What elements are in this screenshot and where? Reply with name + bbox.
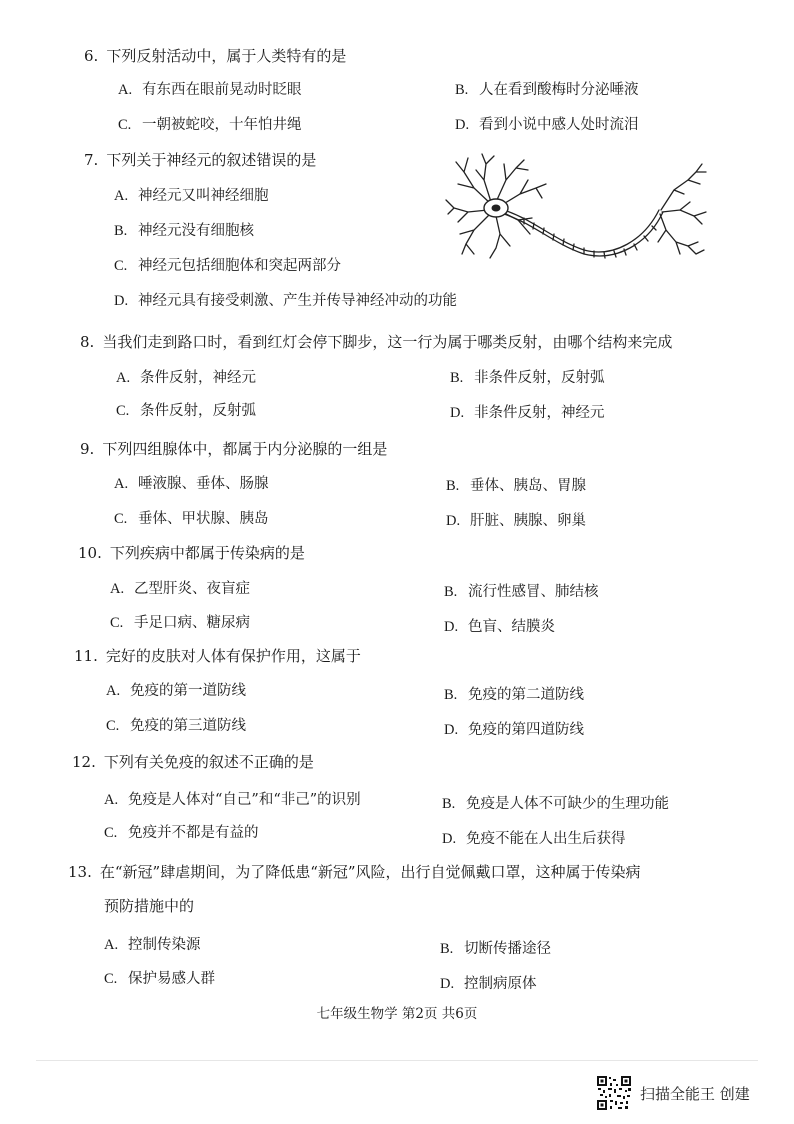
question-9 bbox=[80, 439, 387, 459]
question-number: 6. bbox=[84, 47, 99, 65]
option-a: A. 控制传染源 bbox=[104, 937, 201, 953]
option-d: D. 肝脏、胰腺、卵巢 bbox=[446, 513, 586, 529]
watermark-text: 扫描全能王 创建 bbox=[640, 1085, 750, 1103]
question-number: 12. bbox=[72, 753, 96, 771]
question-number: 10. bbox=[78, 544, 102, 562]
option-d: D. 免疫的第四道防线 bbox=[444, 722, 584, 738]
question-8 bbox=[80, 332, 672, 352]
divider bbox=[36, 1060, 758, 1061]
question-number: 7. bbox=[84, 151, 99, 169]
qr-code-icon bbox=[596, 1075, 632, 1111]
question-7 bbox=[84, 150, 316, 170]
option-b: B. 免疫是人体不可缺少的生理功能 bbox=[442, 796, 669, 812]
option-c: C. 手足口病、糖尿病 bbox=[110, 615, 250, 631]
option-a: A. 免疫是人体对“自己”和“非己”的识别 bbox=[104, 792, 361, 808]
question-12 bbox=[72, 752, 314, 772]
option-c: C. 免疫并不都是有益的 bbox=[104, 825, 259, 841]
option-c: C. 神经元包括细胞体和突起两部分 bbox=[114, 258, 341, 274]
question-10 bbox=[78, 543, 305, 563]
option-d: D. 看到小说中感人处时流泪 bbox=[455, 117, 639, 133]
option-b: B. 切断传播途径 bbox=[440, 941, 551, 957]
question-number: 9. bbox=[80, 440, 95, 458]
option-d: D. 神经元具有接受刺激、产生并传导神经冲动的功能 bbox=[114, 293, 457, 309]
option-a: A. 唾液腺、垂体、肠腺 bbox=[114, 476, 269, 492]
question-13 bbox=[68, 862, 641, 882]
option-d: D. 免疫不能在人出生后获得 bbox=[442, 831, 626, 847]
option-c: C. 保护易感人群 bbox=[104, 971, 215, 987]
option-b: B. 非条件反射，反射弧 bbox=[450, 370, 605, 386]
question-text: 下列疾病中都属于传染病的是 bbox=[109, 544, 305, 562]
option-d: D. 非条件反射，神经元 bbox=[450, 405, 605, 421]
question-text: 下列反射活动中，属于人类特有的是 bbox=[106, 47, 347, 65]
option-c: C. 垂体、甲状腺、胰岛 bbox=[114, 511, 269, 527]
option-a: A. 条件反射，神经元 bbox=[116, 370, 256, 386]
question-text: 预防措施中的 bbox=[104, 897, 195, 915]
option-a: A. 乙型肝炎、夜盲症 bbox=[110, 581, 250, 597]
question-text: 下列有关免疫的叙述不正确的是 bbox=[103, 753, 314, 771]
question-text: 下列关于神经元的叙述错误的是 bbox=[106, 151, 317, 169]
option-c: C. 条件反射，反射弧 bbox=[116, 403, 256, 419]
option-b: B. 神经元没有细胞核 bbox=[114, 223, 254, 239]
option-a: A. 免疫的第一道防线 bbox=[106, 683, 246, 699]
scanner-watermark bbox=[596, 1075, 786, 1115]
option-a: A. 有东西在眼前晃动时眨眼 bbox=[118, 82, 302, 98]
option-c: C. 一朝被蛇咬，十年怕井绳 bbox=[118, 117, 302, 133]
question-number: 8. bbox=[80, 333, 95, 351]
page-footer: 七年级生物学 第2页 共6页 bbox=[316, 1006, 478, 1022]
option-b: B. 垂体、胰岛、胃腺 bbox=[446, 478, 586, 494]
question-11 bbox=[74, 646, 361, 666]
option-a: A. 神经元又叫神经细胞 bbox=[114, 188, 269, 204]
neuron-diagram bbox=[444, 150, 714, 280]
option-c: C. 免疫的第三道防线 bbox=[106, 718, 246, 734]
option-d: D. 色盲、结膜炎 bbox=[444, 619, 555, 635]
option-b: B. 流行性感冒、肺结核 bbox=[444, 584, 599, 600]
question-number: 11. bbox=[74, 647, 98, 665]
option-d: D. 控制病原体 bbox=[440, 976, 537, 992]
question-text: 完好的皮肤对人体有保护作用，这属于 bbox=[105, 647, 361, 665]
question-text: 当我们走到路口时，看到红灯会停下脚步，这一行为属于哪类反射，由哪个结构来完成 bbox=[102, 333, 673, 351]
question-6 bbox=[84, 46, 346, 66]
option-b: B. 免疫的第二道防线 bbox=[444, 687, 584, 703]
question-text: 下列四组腺体中，都属于内分泌腺的一组是 bbox=[102, 440, 388, 458]
option-b: B. 人在看到酸梅时分泌唾液 bbox=[455, 82, 639, 98]
question-number: 13. bbox=[68, 863, 92, 881]
question-text: 在“新冠”肆虐期间，为了降低患“新冠”风险，出行自觉佩戴口罩，这种属于传染病 bbox=[99, 863, 641, 881]
question-13-continued bbox=[104, 896, 194, 916]
